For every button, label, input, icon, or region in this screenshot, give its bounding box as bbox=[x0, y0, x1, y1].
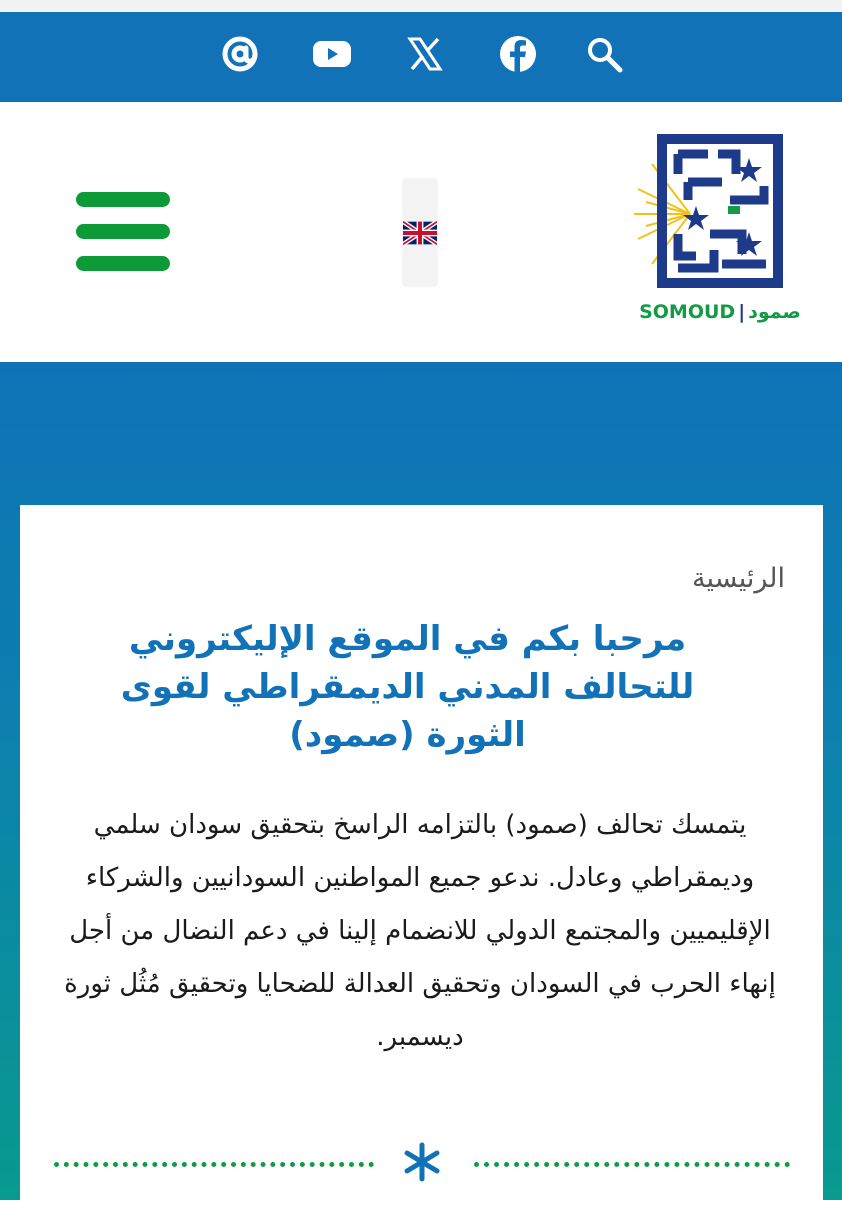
section-divider bbox=[54, 1142, 790, 1182]
x-icon[interactable] bbox=[403, 32, 447, 76]
social-bar bbox=[0, 12, 842, 102]
uk-flag-icon bbox=[403, 221, 437, 245]
divider-dots-right bbox=[474, 1162, 790, 1167]
facebook-icon[interactable] bbox=[496, 32, 540, 76]
somoud-logo[interactable] bbox=[632, 134, 804, 329]
hamburger-menu-icon[interactable] bbox=[76, 192, 170, 272]
breadcrumb[interactable]: الرئيسية bbox=[692, 563, 785, 594]
asterisk-icon bbox=[402, 1142, 442, 1182]
welcome-card bbox=[20, 505, 823, 1225]
page-title: مرحبا بكم في الموقع الإليكتروني للتحالف المدني الديمقراطي لقوى الثورة (صمود) bbox=[120, 619, 695, 755]
divider-dots-left bbox=[54, 1162, 374, 1167]
logo-wordmark: SOMOUD | صمود bbox=[639, 301, 801, 323]
intro-paragraph: يتمسك تحالف (صمود) بالتزامه الراسخ بتحقيق سودان سلمي وديمقراطي وعادل. ندعو جميع المواطنين السودانيين والشركاء الإقليميين والمجتمع الدولي للانضمام إلينا في دعم النضال من أجل إنهاء الحرب في السودان وتحقيق العدالة للضحايا وتحقيق مُثُل ثورة ديسمبر. bbox=[64, 810, 776, 1052]
site-header bbox=[0, 102, 842, 362]
at-icon[interactable] bbox=[218, 32, 262, 76]
youtube-icon[interactable] bbox=[310, 32, 354, 76]
search-icon[interactable] bbox=[582, 32, 626, 76]
language-switch-button[interactable] bbox=[403, 179, 437, 286]
